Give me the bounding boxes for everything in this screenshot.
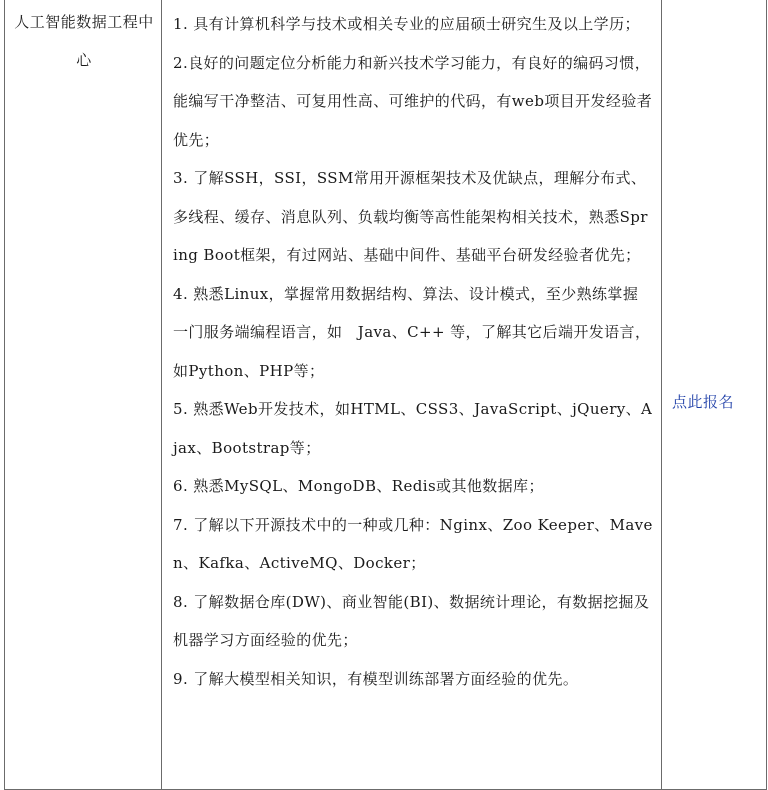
department-cell <box>5 0 162 789</box>
requirement-item-9: 9. 了解大模型相关知识，有模型训练部署方面经验的优先。 <box>173 669 579 688</box>
requirements-cell <box>162 0 662 789</box>
requirement-item-6: 6. 熟悉MySQL、MongoDB、Redis或其他数据库； <box>173 477 544 495</box>
department-name: 人工智能数据工程中心 <box>14 13 154 69</box>
requirement-item-8: 8. 了解数据仓库(DW)、商业智能(BI)、数据统计理论，有数据挖掘及机器学习方面经验的优先； <box>173 592 650 649</box>
requirement-item-2: 2.良好的问题定位分析能力和新兴技术学习能力，有良好的编码习惯，能编写干净整洁、可复用性高、可维护的代码，有web项目开发经验者优先； <box>173 53 653 149</box>
requirement-item-3: 3. 了解SSH，SSI，SSM常用开源框架技术及优缺点，理解分布式、多线程、缓存、消息队列、负载均衡等高性能架构相关技术，熟悉Spring Boot框架，有过网站、基础中间件、基础平台研发经验者优先； <box>173 169 648 264</box>
job-table <box>4 0 767 790</box>
signup-cell <box>662 0 766 789</box>
requirement-item-5: 5. 熟悉Web开发技术，如HTML、CSS3、JavaScript、jQuery、Ajax、Bootstrap等； <box>173 400 653 457</box>
requirement-item-7: 7. 了解以下开源技术中的一种或几种：Nginx、Zoo Keeper、Maven、Kafka、ActiveMQ、Docker； <box>173 515 653 572</box>
requirement-item-1: 1. 具有计算机科学与技术或相关专业的应届硕士研究生及以上学历； <box>173 15 640 33</box>
signup-link[interactable]: 点此报名 <box>672 393 735 411</box>
requirements-list <box>173 5 653 698</box>
requirement-item-4: 4. 熟悉Linux，掌握常用数据结构、算法、设计模式，至少熟练掌握一门服务端编程语言，如 Java、C++ 等，了解其它后端开发语言，如Python、PHP等； <box>173 284 651 380</box>
